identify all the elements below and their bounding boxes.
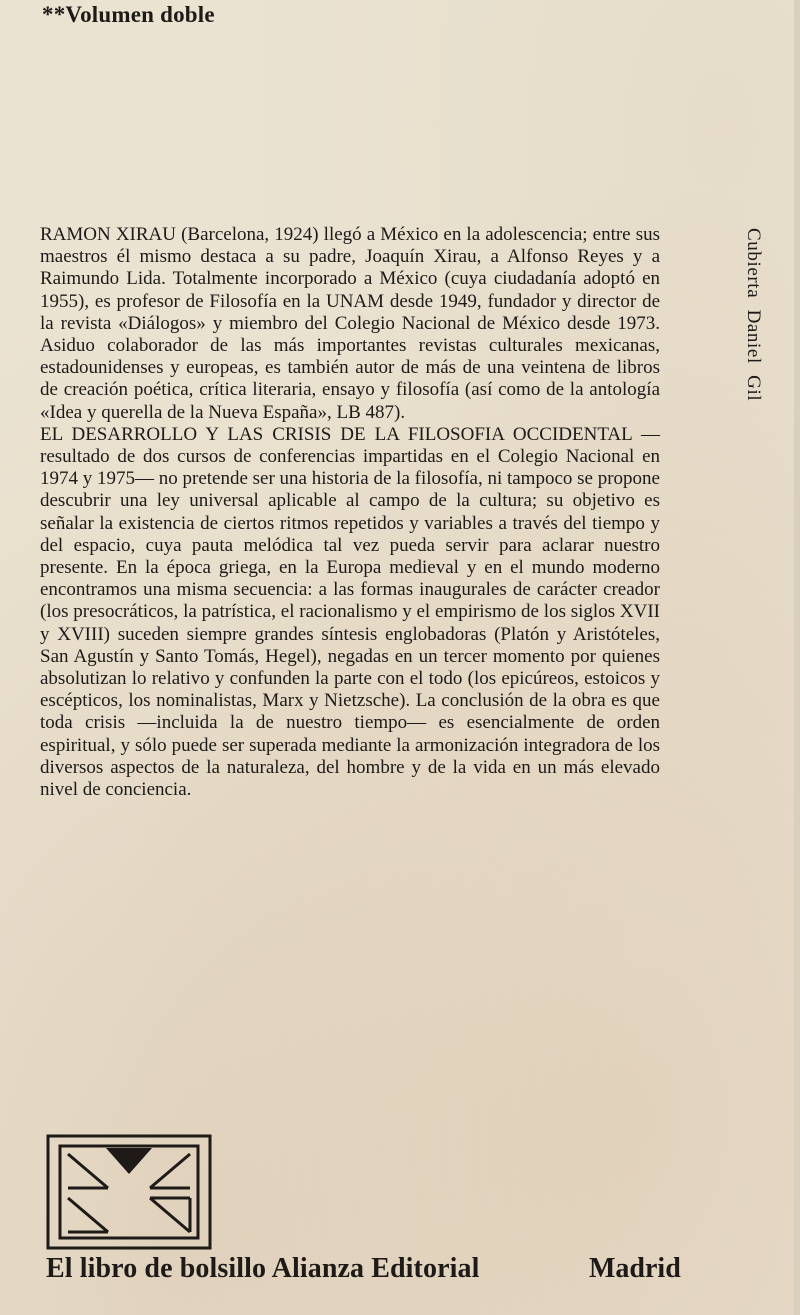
cover-credit: Cubierta Daniel Gil [743,228,764,402]
publisher-city: Madrid [589,1253,681,1284]
author-bio: RAMON XIRAU (Barcelona, 1924) llegó a México en la adolescencia; entre sus maestros él mismo destaca a su padre, Joaquín Xirau, a Alfonso Reyes y a Raimundo Lida. Totalmente incorporado a México (cuya ciudadanía adoptó en 1955), es profesor de Filosofía en la UNAM desde 1949, fundador y director de la revista «Diálogos» y miembro del Colegio Nacional de México desde 1973. Asiduo colaborador de las más importantes revistas culturales mexicanas, estadounidenses y europeas, es también autor de más de una veintena de libros de creación poética, crítica literaria, ensayo y filosofía (así como de la antología «Idea y querella de la Nueva España», LB 487). [40,224,660,423]
alianza-editorial-logo-icon [46,1134,212,1250]
cover-edge [794,0,800,1315]
blurb [40,224,660,801]
publisher-line: El libro de bolsillo Alianza Editorial [46,1253,480,1284]
volume-note: **Volumen doble [42,2,215,27]
book-summary: EL DESARROLLO Y LAS CRISIS DE LA FILOSOFIA OCCIDENTAL —resultado de dos cursos de conferencias impartidas en el Colegio Nacional en 1974 y 1975— no pretende ser una historia de la filosofía, ni tampoco se propone descubrir una ley universal aplicable al campo de la cultura; su objetivo es señalar la existencia de ciertos ritmos repetidos y variables a través del tiempo y del espacio, cuya pauta melódica tal vez pueda servir para aclarar nuestro presente. En la época griega, en la Europa medieval y en el mundo moderno encontramos una misma secuencia: a las formas inaugurales de carácter creador (los presocráticos, la patrística, el racionalismo y el empirismo de los siglos XVII y XVIII) suceden siempre grandes síntesis englobadoras (Platón y Aristóteles, San Agustín y Santo Tomás, Hegel), negadas en un tercer momento por quienes absolutizan lo relativo y confunden la parte con el todo (los epicúreos, estoicos y escépticos, los nominalistas, Marx y Nietzsche). La conclusión de la obra es que toda crisis —incluida la de nuestro tiempo— es esencialmente de orden espiritual, y sólo puede ser superada mediante la armonización integradora de los diversos aspectos de la naturaleza, del hombre y de la vida en un más elevado nivel de conciencia. [40,423,660,801]
